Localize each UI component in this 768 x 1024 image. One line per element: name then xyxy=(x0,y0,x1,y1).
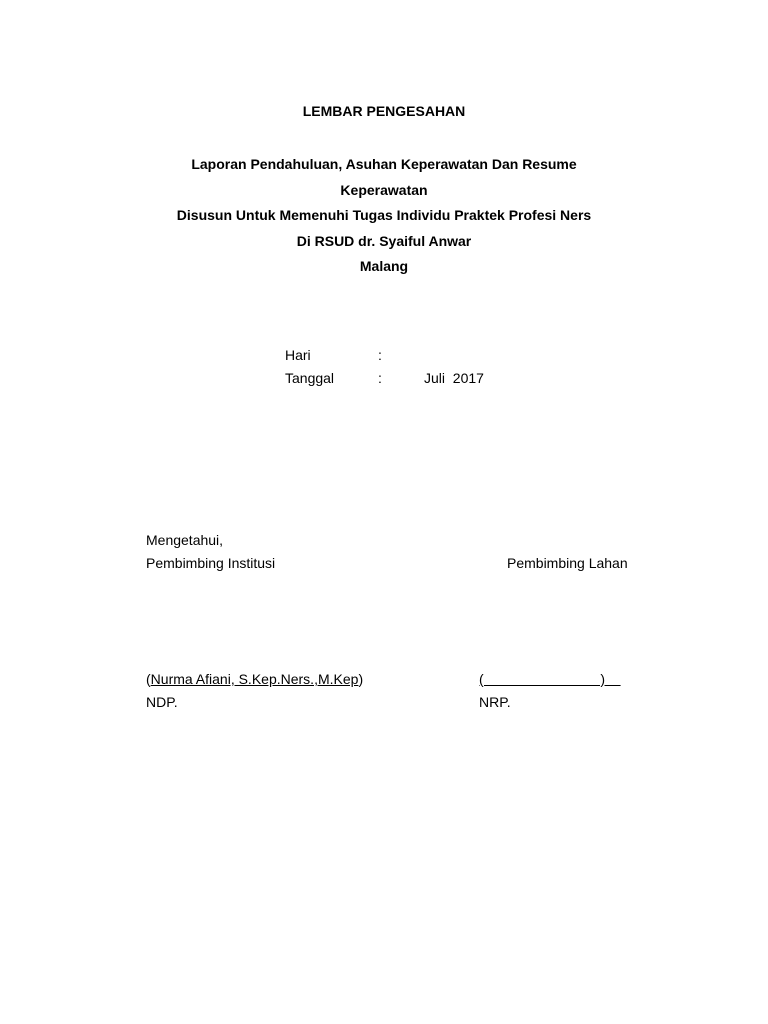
hari-label: Hari xyxy=(285,347,311,363)
report-heading xyxy=(0,152,768,280)
left-close-paren: ) xyxy=(358,671,364,687)
mengetahui-text: Mengetahui, xyxy=(146,532,224,548)
hari-colon: : xyxy=(378,347,382,363)
heading-line-3: Disusun Untuk Memenuhi Tugas Individu Praktek Profesi Ners xyxy=(176,207,592,223)
heading-line-1: Laporan Pendahuluan, Asuhan Keperawatan Dan Resume xyxy=(191,156,577,172)
left-id-label: NDP. xyxy=(146,694,178,710)
right-id-label: NRP. xyxy=(479,694,511,710)
heading-line-4: Di RSUD dr. Syaiful Anwar xyxy=(296,232,472,249)
document-title: LEMBAR PENGESAHAN xyxy=(302,103,466,119)
heading-line-5: Malang xyxy=(359,258,409,274)
left-open-paren: ( xyxy=(146,671,151,687)
left-signature-name xyxy=(146,671,363,687)
tanggal-value: Juli 2017 xyxy=(424,370,484,386)
left-supervisor-name: Nurma Afiani, S.Kep.Ners.,M.Kep xyxy=(150,671,359,687)
tanggal-label: Tanggal xyxy=(285,370,335,386)
right-signature-blank: ( ) xyxy=(479,671,621,687)
tanggal-colon: : xyxy=(378,370,382,386)
left-supervisor-role: Pembimbing Institusi xyxy=(146,555,276,571)
heading-line-2: Keperawatan xyxy=(340,181,428,198)
right-supervisor-role: Pembimbing Lahan xyxy=(507,555,628,571)
